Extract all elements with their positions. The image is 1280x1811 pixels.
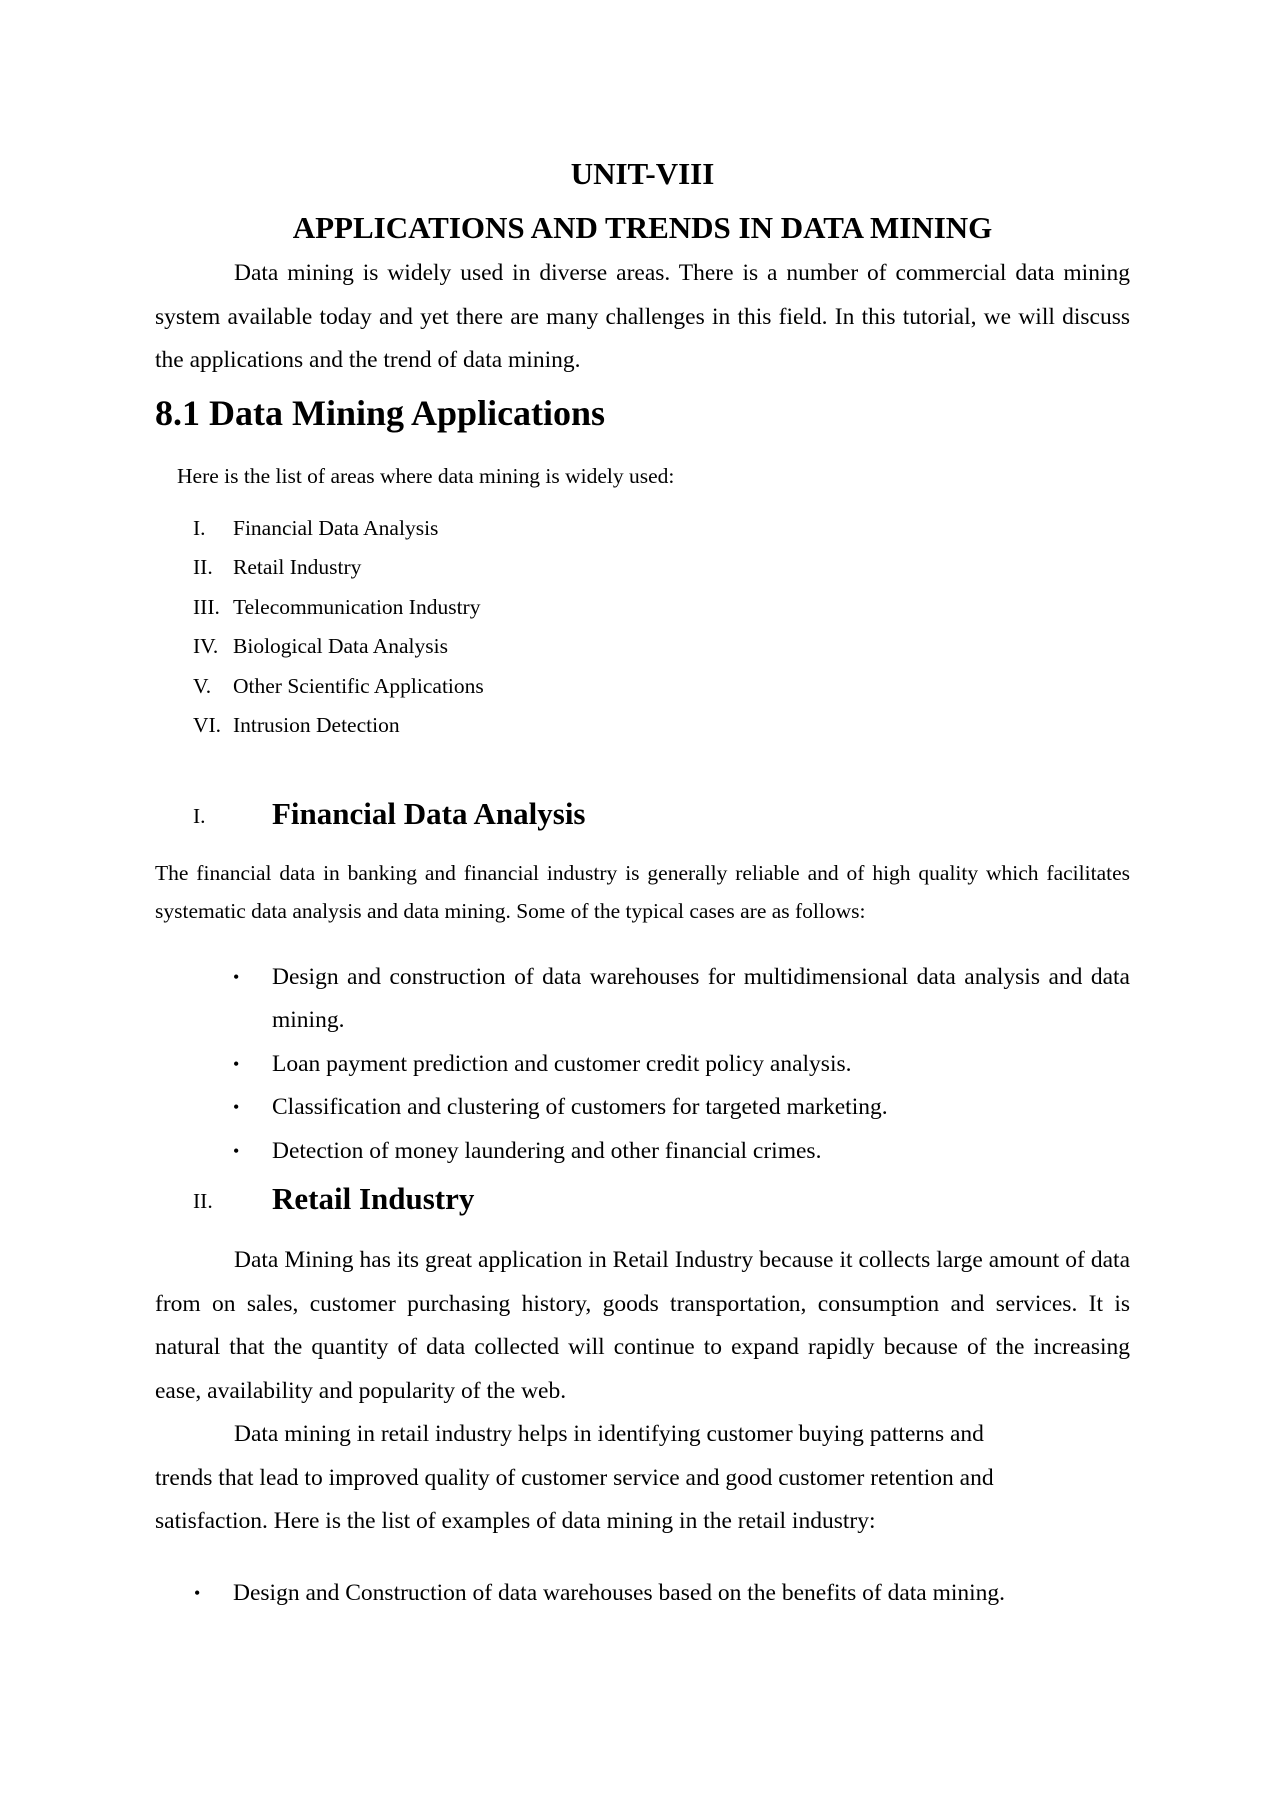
areas-list	[155, 509, 1130, 746]
bullet-icon: •	[233, 1053, 240, 1074]
bullet-text: Loan payment prediction and customer credit policy analysis.	[272, 1050, 852, 1077]
retail-paragraph-2	[155, 1413, 1130, 1544]
section-intro: Here is the list of areas where data mining is widely used:	[177, 463, 675, 488]
list-item-label: Other Scientific Applications	[233, 673, 484, 698]
bullet-icon: •	[233, 1140, 240, 1161]
intro-paragraph: Data mining is widely used in diverse areas. There is a number of commercial data mining system available today and yet there are many challenges in this field. In this tutorial, we will discuss the applications and the trend of data mining.	[155, 260, 1130, 373]
bullet-text: Design and Construction of data warehouses based on the benefits of data mining.	[233, 1579, 1006, 1606]
unit-title: UNIT-VIII	[570, 156, 715, 191]
list-item-label: Intrusion Detection	[233, 713, 400, 737]
list-item	[155, 627, 1130, 667]
list-item	[155, 509, 1130, 549]
bullet-text: Classification and clustering of customers for targeted marketing.	[272, 1094, 888, 1120]
financial-heading-number: I.	[193, 803, 206, 828]
list-item-label: Telecommunication Industry	[233, 594, 481, 619]
financial-heading	[155, 790, 1130, 840]
bullet-icon: •	[194, 1582, 201, 1603]
list-item	[155, 588, 1130, 628]
list-item-label: Biological Data Analysis	[233, 634, 448, 658]
list-item	[155, 667, 1130, 707]
bullet-icon: •	[233, 1097, 240, 1117]
retail-paragraph-1: Data Mining has its great application in Retail Industry because it collects large amount of data from on sales, customer purchasing history, goods transportation, consumption and services. It is natural that the quantity of data collected will continue to expand rapidly because of the increasing ease, availability and popularity of the web.	[155, 1247, 1130, 1404]
list-item-number: V.	[193, 673, 212, 698]
retail-paragraph-2-line: trends that lead to improved quality of customer service and good customer retention and	[155, 1464, 994, 1491]
section-heading: 8.1 Data Mining Applications	[155, 392, 606, 433]
list-item-number: II.	[193, 555, 213, 579]
main-title: APPLICATIONS AND TRENDS IN DATA MINING	[292, 210, 993, 245]
list-item-number: VI.	[193, 713, 222, 737]
retail-heading-text: Retail Industry	[272, 1181, 475, 1216]
list-item-label: Financial Data Analysis	[233, 515, 439, 540]
list-item	[155, 1130, 1130, 1174]
bullet-text: Detection of money laundering and other financial crimes.	[272, 1137, 822, 1164]
retail-heading	[155, 1175, 1130, 1225]
list-item-number: III.	[193, 594, 220, 619]
list-item	[155, 1086, 1130, 1130]
retail-bullets	[155, 1572, 1130, 1616]
list-item-label: Retail Industry	[233, 555, 362, 579]
list-item	[155, 706, 1130, 746]
list-item	[155, 548, 1130, 588]
financial-paragraph: The financial data in banking and financial industry is generally reliable and of high quality which facilitates systematic data analysis and data mining. Some of the typical cases are as follows:	[155, 860, 1130, 923]
financial-bullets	[155, 956, 1130, 1174]
retail-paragraph-2-line: satisfaction. Here is the list of examples of data mining in the retail industry:	[155, 1508, 876, 1534]
list-item-number: I.	[193, 515, 206, 540]
retail-heading-number: II.	[193, 1189, 213, 1213]
bullet-text: Design and construction of data warehouses for multidimensional data analysis and data mining.	[272, 963, 1130, 1033]
list-item	[155, 1572, 1130, 1616]
document-page	[155, 150, 1130, 1615]
financial-heading-text: Financial Data Analysis	[272, 795, 586, 831]
list-item	[155, 1043, 1130, 1087]
bullet-icon: •	[233, 966, 240, 987]
retail-paragraph-2-line: Data mining in retail industry helps in identifying customer buying patterns and	[234, 1421, 984, 1447]
list-item-number: IV.	[193, 634, 219, 658]
list-item	[155, 956, 1130, 1043]
